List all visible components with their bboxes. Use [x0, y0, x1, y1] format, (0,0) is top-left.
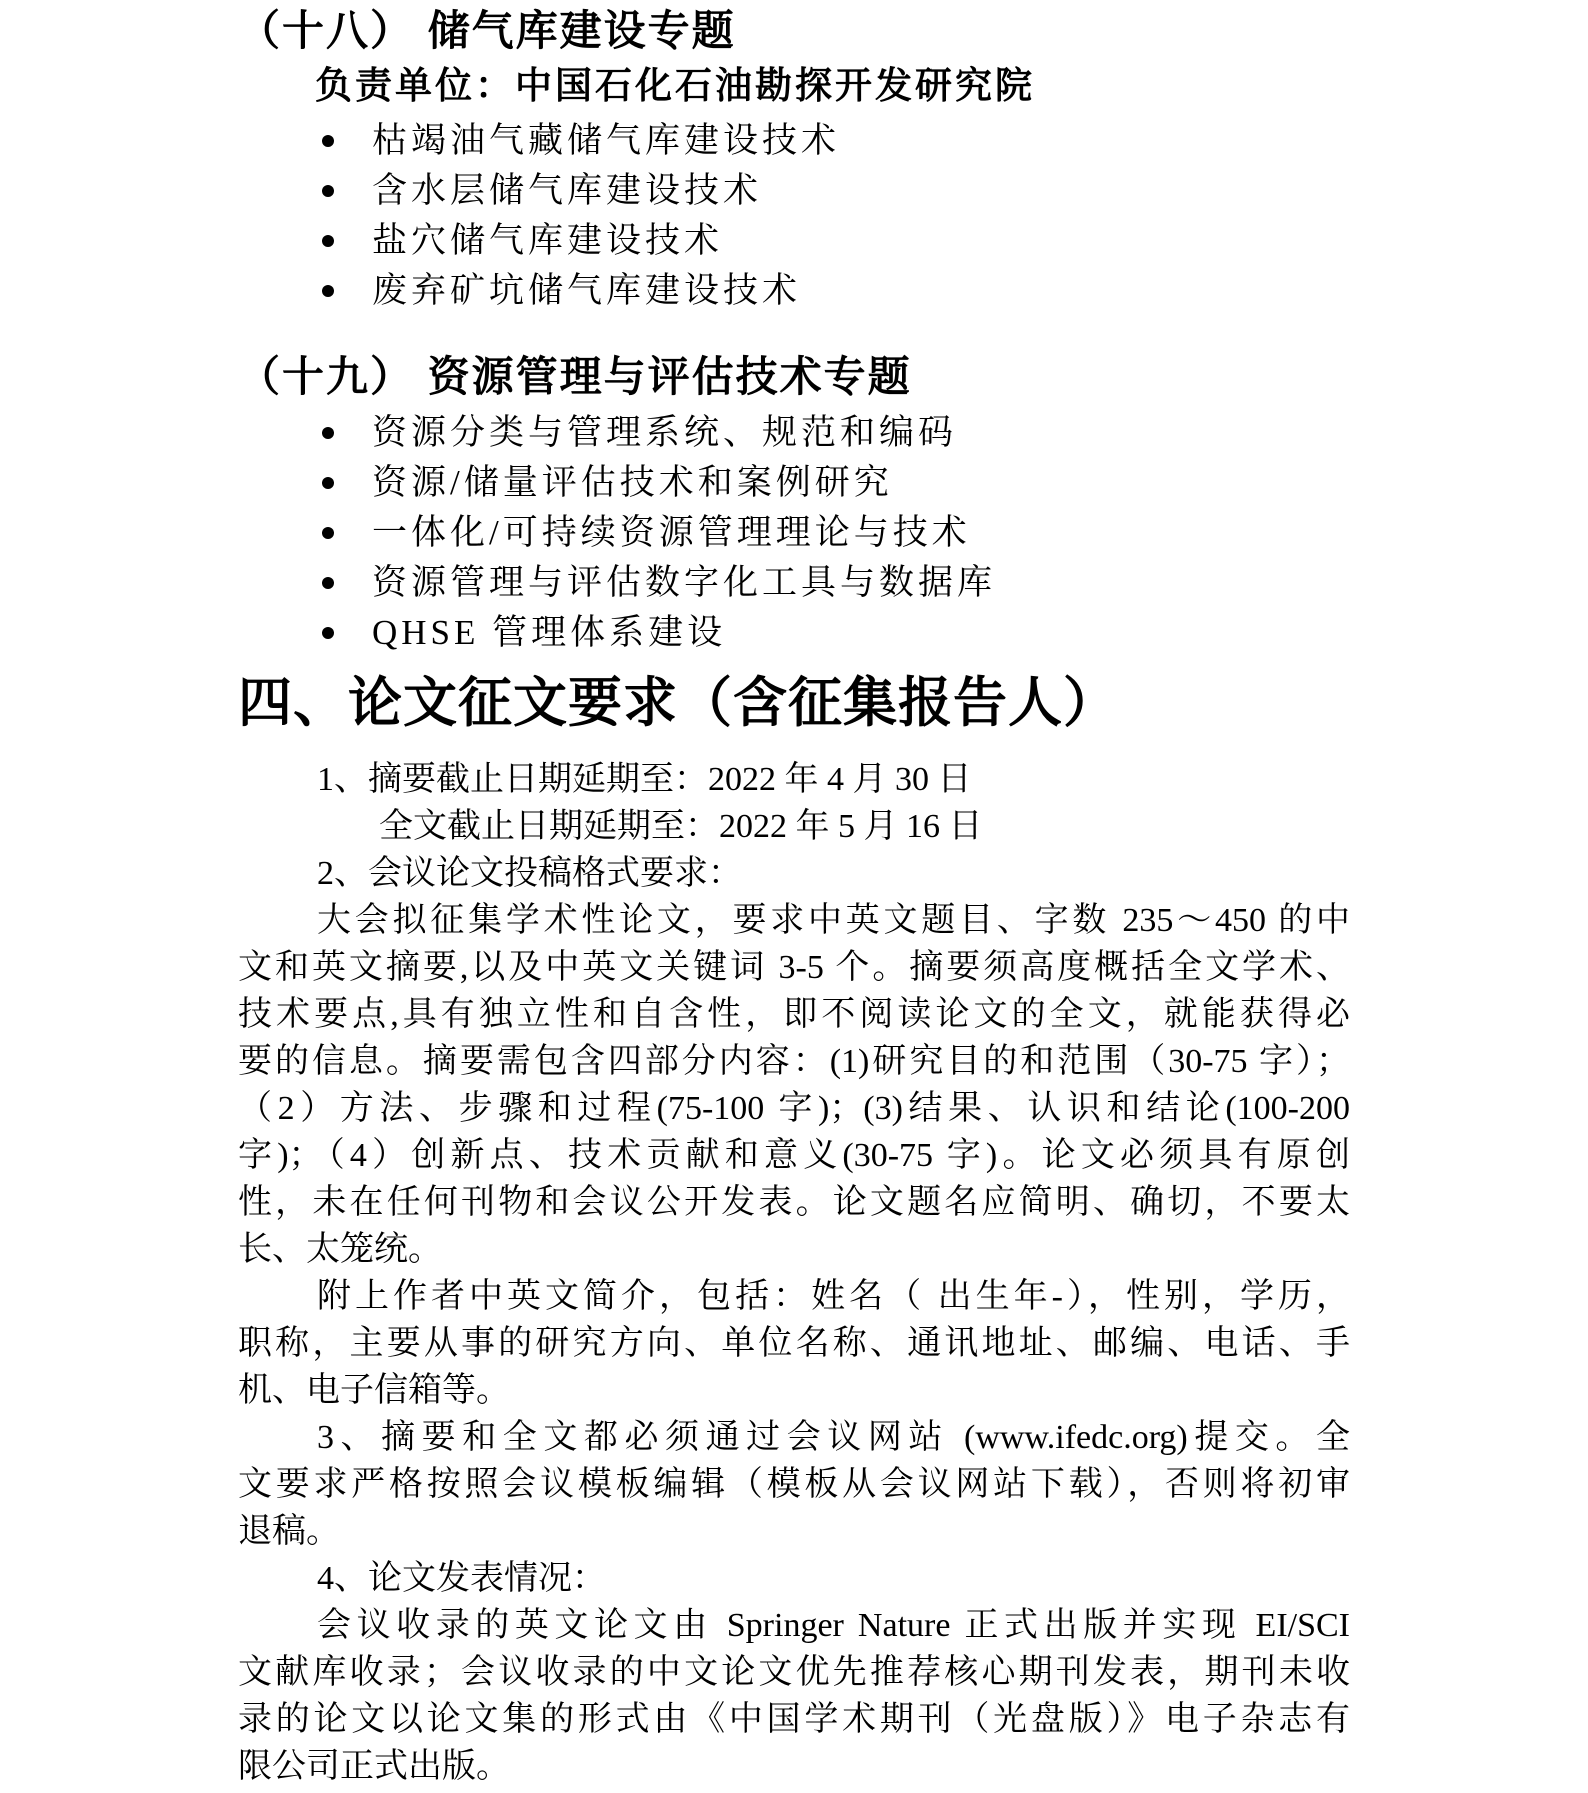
list-item-label: 资源/储量评估技术和案例研究 — [372, 463, 893, 502]
bullet-list — [238, 116, 1350, 316]
text-line: 机、电子信箱等。 — [238, 1372, 510, 1409]
paragraph — [238, 1414, 1350, 1555]
text-line: 文要求严格按照会议模板编辑（模板从会议网站下载），否则将初审 — [238, 1466, 1350, 1503]
list-item — [238, 558, 1350, 608]
text-line: 全文截止日期延期至：2022 年 5 月 16 日 — [379, 808, 983, 845]
bullet-icon — [322, 627, 372, 639]
text-line: 大会拟征集学术性论文，要求中英文题目、字数 235～450 的中 — [317, 902, 1350, 939]
bullet-icon — [322, 527, 372, 539]
bullet-icon — [322, 427, 372, 439]
paragraph — [238, 1273, 1350, 1414]
list-item — [238, 408, 1350, 458]
bullet-icon — [322, 577, 372, 589]
list-item-label: 一体化/可持续资源管理理论与技术 — [372, 513, 971, 552]
list-item-label: 废弃矿坑储气库建设技术 — [372, 271, 802, 310]
list-item-label: 资源管理与评估数字化工具与数据库 — [372, 563, 997, 602]
bullet-icon — [322, 185, 372, 197]
text-line: 4、论文发表情况： — [317, 1560, 606, 1597]
text-line: 录的论文以论文集的形式由《中国学术期刊（光盘版）》电子杂志有 — [238, 1701, 1350, 1738]
list-item — [238, 166, 1350, 216]
text-line: 要的信息。摘要需包含四部分内容：(1)研究目的和范围（30-75 字）； — [238, 1043, 1350, 1080]
topic-heading: （十九） 资源管理与评估技术专题 — [238, 353, 912, 400]
text-line: 限公司正式出版。 — [238, 1748, 510, 1785]
text-line: 技术要点,具有独立性和自含性，即不阅读论文的全文，就能获得必 — [238, 996, 1350, 1033]
text-line: 职称，主要从事的研究方向、单位名称、通讯地址、邮编、电话、手 — [238, 1325, 1350, 1362]
list-item — [238, 266, 1350, 316]
text-line: 1、摘要截止日期延期至：2022 年 4 月 30 日 — [317, 761, 972, 798]
text-line: 字)；（4）创新点、技术贡献和意义(30-75 字)。论文必须具有原创 — [238, 1137, 1350, 1174]
text-line: 文献库收录；会议收录的中文论文优先推荐核心期刊发表，期刊未收 — [238, 1654, 1350, 1691]
bullet-icon — [322, 285, 372, 297]
list-item-label: QHSE 管理体系建设 — [372, 613, 727, 652]
bullet-icon — [322, 235, 372, 247]
bullet-icon — [322, 477, 372, 489]
list-item — [238, 116, 1350, 166]
paragraph — [238, 1602, 1350, 1790]
text-line: 长、太笼统。 — [238, 1231, 442, 1268]
text-line: 退稿。 — [238, 1513, 340, 1550]
list-item — [238, 508, 1350, 558]
text-line: 3、摘要和全文都必须通过会议网站 (www.ifedc.org)提交。全 — [317, 1419, 1350, 1456]
bullet-icon — [322, 135, 372, 147]
text-line: 会议收录的英文论文由 Springer Nature 正式出版并实现 EI/SCI — [317, 1607, 1350, 1644]
text-line: 性，未在任何刊物和会议公开发表。论文题名应简明、确切，不要太 — [238, 1184, 1350, 1221]
responsible-unit-line: 负责单位：中国石化石油勘探开发研究院 — [315, 65, 1035, 106]
list-item — [238, 608, 1350, 658]
list-item-label: 枯竭油气藏储气库建设技术 — [372, 121, 841, 160]
bullet-list — [238, 408, 1350, 658]
list-item-label: 盐穴储气库建设技术 — [372, 221, 724, 260]
topic-heading: （十八） 储气库建设专题 — [238, 7, 736, 54]
list-item — [238, 216, 1350, 266]
document-content — [238, 6, 1350, 1790]
list-item-label: 含水层储气库建设技术 — [372, 171, 763, 210]
list-item-label: 资源分类与管理系统、规范和编码 — [372, 413, 958, 452]
text-line: 附上作者中英文简介，包括：姓名（ 出生年-），性别，学历， — [317, 1278, 1350, 1315]
list-item — [238, 458, 1350, 508]
paragraph — [238, 897, 1350, 1273]
text-line: 2、会议论文投稿格式要求： — [317, 855, 742, 892]
section-heading: 四、论文征文要求（含征集报告人） — [238, 673, 1118, 733]
text-line: 文和英文摘要,以及中英文关键词 3-5 个。摘要须高度概括全文学术、 — [238, 949, 1350, 986]
text-line: （2）方法、步骤和过程(75-100 字)；(3)结果、认识和结论(100-200 — [238, 1090, 1350, 1127]
